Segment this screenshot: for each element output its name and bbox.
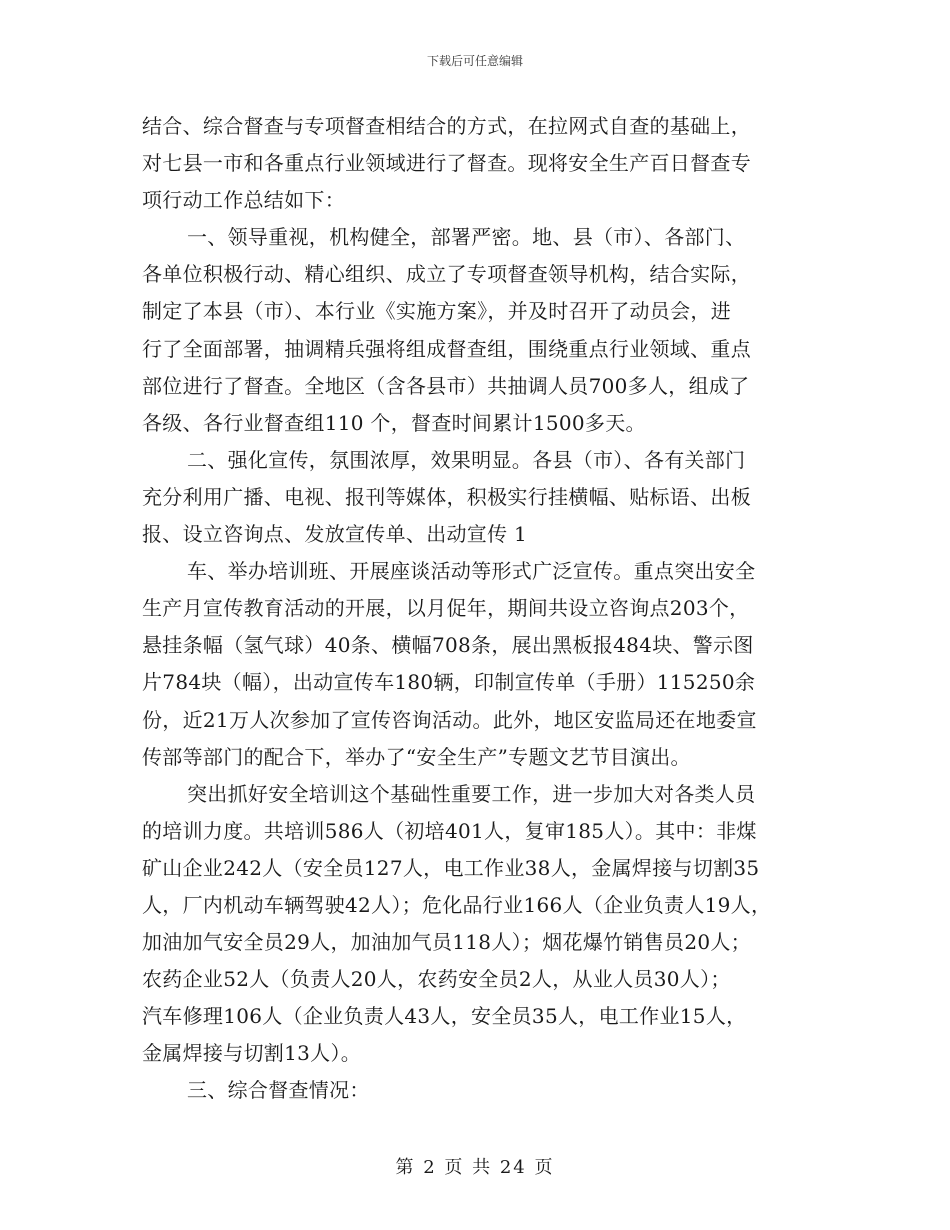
section-heading-2: 二、强化宣传，氛围浓厚，效果明显。各县（市）、各有关部门 <box>187 447 746 472</box>
text-line: 传部等部门的配合下，举办了“安全生产”专题文艺节目演出。 <box>142 744 691 769</box>
text-line: 生产月宣传教育活动的开展，以月促年，期间共设立咨询点203个， <box>142 596 750 621</box>
text-line: 结合、综合督查与专项督查相结合的方式，在拉网式自查的基础上， <box>142 114 751 138</box>
text-line: 制定了本县（市）、本行业《实施方案》，并及时召开了动员会，进 <box>142 299 731 324</box>
section-heading-3: 三、综合督查情况： <box>187 1078 370 1103</box>
text-line: 各单位积极行动、精心组织、成立了专项督查领导机构，结合实际， <box>142 262 751 287</box>
text-line: 悬挂条幅（氢气球）40条、横幅708条，展出黑板报484块、警示图 <box>142 633 754 658</box>
section-heading-1: 一、领导重视，机构健全，部署严密。地、县（市）、各部门、 <box>187 225 746 250</box>
text-line: 项行动工作总结如下： <box>142 188 345 213</box>
text-line: 农药企业52人（负责人20人，农药安全员2人，从业人员30人）； <box>142 967 731 992</box>
text-line: 行了全面部署，抽调精兵强将组成督查组，围绕重点行业领域、重点 <box>142 336 751 361</box>
text-line: 充分利用广播、电视、报刊等媒体，积极实行挂横幅、贴标语、出板 <box>142 484 751 509</box>
paragraph-start: 突出抓好安全培训这个基础性重要工作，进一步加大对各类人员 <box>187 781 756 806</box>
page-footer: 第 2 页 共 24 页 <box>395 1157 555 1178</box>
text-line: 的培训力度。共培训586人（初培401人，复审185人）。其中：非煤 <box>142 818 757 843</box>
page-header: 下载后可任意编辑 <box>426 54 523 68</box>
text-line: 汽车修理106人（企业负责人43人，安全员35人，电工作业15人， <box>142 1004 747 1029</box>
text-line: 片784块（幅），出动宣传车180辆，印制宣传单（手册）115250余 <box>142 670 756 695</box>
text-line: 各级、各行业督查组110 个，督查时间累计1500多天。 <box>142 410 646 435</box>
text-line: 加油加气安全员29人，加油加气员118人）；烟花爆竹销售员20人； <box>142 930 751 955</box>
text-line: 份，近21万人次参加了宣传咨询活动。此外，地区安监局还在地委宣 <box>142 707 757 732</box>
text-line: 部位进行了督查。全地区（含各县市）共抽调人员700多人，组成了 <box>142 373 750 398</box>
text-line: 报、设立咨询点、发放宣传单、出动宣传 1 <box>142 522 528 547</box>
paragraph-start: 车、举办培训班、开展座谈活动等形式广泛宣传。重点突出安全 <box>187 559 756 584</box>
document-body <box>142 108 832 1110</box>
text-line: 金属焊接与切割13人）。 <box>142 1041 362 1066</box>
text-line: 矿山企业242人（安全员127人，电工作业38人，金属焊接与切割35 <box>142 855 760 880</box>
text-line: 对七县一市和各重点行业领域进行了督查。现将安全生产百日督查专 <box>142 151 751 176</box>
text-line: 人，厂内机动车辆驾驶42人）；危化品行业166人（企业负责人19人， <box>142 892 772 917</box>
